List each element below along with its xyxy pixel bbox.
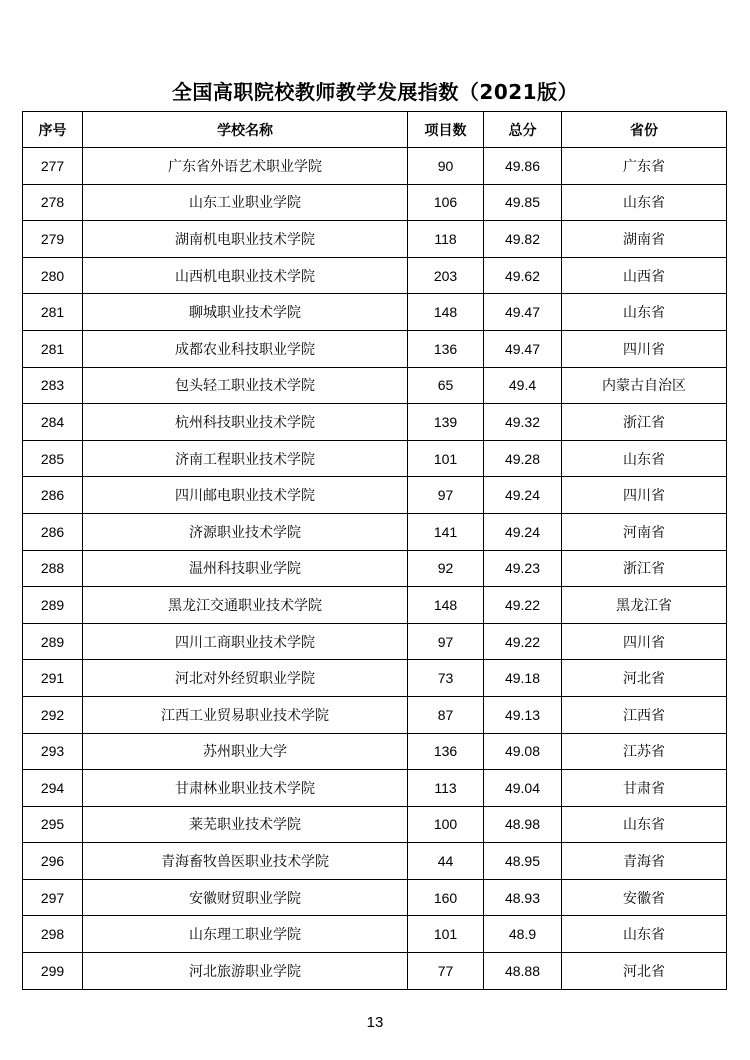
province-cell: 湖南省 bbox=[562, 221, 727, 258]
school-cell: 安徽财贸职业学院 bbox=[83, 879, 408, 916]
score-cell: 48.98 bbox=[484, 806, 562, 843]
rank-cell: 286 bbox=[23, 477, 83, 514]
school-cell: 山西机电职业技术学院 bbox=[83, 257, 408, 294]
project-count-cell: 141 bbox=[408, 513, 484, 550]
province-cell: 河北省 bbox=[562, 660, 727, 697]
project-count-cell: 90 bbox=[408, 148, 484, 185]
score-cell: 49.22 bbox=[484, 623, 562, 660]
table-row bbox=[23, 879, 727, 916]
school-cell: 莱芜职业技术学院 bbox=[83, 806, 408, 843]
table-row bbox=[23, 513, 727, 550]
province-cell: 山西省 bbox=[562, 257, 727, 294]
ranking-table bbox=[22, 111, 727, 990]
province-cell: 河南省 bbox=[562, 513, 727, 550]
rank-cell: 296 bbox=[23, 843, 83, 880]
school-cell: 济南工程职业技术学院 bbox=[83, 440, 408, 477]
project-count-cell: 65 bbox=[408, 367, 484, 404]
project-count-cell: 160 bbox=[408, 879, 484, 916]
school-cell: 济源职业技术学院 bbox=[83, 513, 408, 550]
province-cell: 山东省 bbox=[562, 916, 727, 953]
school-cell: 河北旅游职业学院 bbox=[83, 953, 408, 990]
header-rank: 序号 bbox=[23, 112, 83, 148]
rank-cell: 294 bbox=[23, 770, 83, 807]
score-cell: 49.24 bbox=[484, 513, 562, 550]
table-row bbox=[23, 623, 727, 660]
rank-cell: 279 bbox=[23, 221, 83, 258]
rank-cell: 288 bbox=[23, 550, 83, 587]
school-cell: 成都农业科技职业学院 bbox=[83, 330, 408, 367]
project-count-cell: 100 bbox=[408, 806, 484, 843]
score-cell: 49.04 bbox=[484, 770, 562, 807]
rank-cell: 289 bbox=[23, 623, 83, 660]
province-cell: 江西省 bbox=[562, 696, 727, 733]
table-row bbox=[23, 148, 727, 185]
score-cell: 49.22 bbox=[484, 587, 562, 624]
rank-cell: 299 bbox=[23, 953, 83, 990]
school-cell: 山东工业职业学院 bbox=[83, 184, 408, 221]
province-cell: 山东省 bbox=[562, 184, 727, 221]
project-count-cell: 118 bbox=[408, 221, 484, 258]
table-row bbox=[23, 660, 727, 697]
project-count-cell: 136 bbox=[408, 733, 484, 770]
score-cell: 48.93 bbox=[484, 879, 562, 916]
project-count-cell: 136 bbox=[408, 330, 484, 367]
project-count-cell: 148 bbox=[408, 294, 484, 331]
score-cell: 49.86 bbox=[484, 148, 562, 185]
rank-cell: 286 bbox=[23, 513, 83, 550]
province-cell: 四川省 bbox=[562, 623, 727, 660]
school-cell: 聊城职业技术学院 bbox=[83, 294, 408, 331]
school-cell: 包头轻工职业技术学院 bbox=[83, 367, 408, 404]
table-row bbox=[23, 843, 727, 880]
score-cell: 49.13 bbox=[484, 696, 562, 733]
table-row bbox=[23, 221, 727, 258]
school-cell: 湖南机电职业技术学院 bbox=[83, 221, 408, 258]
rank-cell: 295 bbox=[23, 806, 83, 843]
school-cell: 杭州科技职业技术学院 bbox=[83, 404, 408, 441]
province-cell: 黑龙江省 bbox=[562, 587, 727, 624]
table-row bbox=[23, 257, 727, 294]
project-count-cell: 101 bbox=[408, 440, 484, 477]
project-count-cell: 139 bbox=[408, 404, 484, 441]
province-cell: 内蒙古自治区 bbox=[562, 367, 727, 404]
score-cell: 49.08 bbox=[484, 733, 562, 770]
table-row bbox=[23, 330, 727, 367]
score-cell: 48.9 bbox=[484, 916, 562, 953]
province-cell: 青海省 bbox=[562, 843, 727, 880]
rank-cell: 280 bbox=[23, 257, 83, 294]
rank-cell: 291 bbox=[23, 660, 83, 697]
table-row bbox=[23, 440, 727, 477]
project-count-cell: 87 bbox=[408, 696, 484, 733]
school-cell: 黑龙江交通职业技术学院 bbox=[83, 587, 408, 624]
project-count-cell: 106 bbox=[408, 184, 484, 221]
header-school-name: 学校名称 bbox=[83, 112, 408, 148]
school-cell: 青海畜牧兽医职业技术学院 bbox=[83, 843, 408, 880]
rank-cell: 284 bbox=[23, 404, 83, 441]
province-cell: 四川省 bbox=[562, 477, 727, 514]
page-number: 13 bbox=[366, 1014, 384, 1031]
province-cell: 江苏省 bbox=[562, 733, 727, 770]
province-cell: 广东省 bbox=[562, 148, 727, 185]
province-cell: 山东省 bbox=[562, 806, 727, 843]
school-cell: 甘肃林业职业技术学院 bbox=[83, 770, 408, 807]
rank-cell: 283 bbox=[23, 367, 83, 404]
rank-cell: 281 bbox=[23, 330, 83, 367]
table-row bbox=[23, 953, 727, 990]
header-province: 省份 bbox=[562, 112, 727, 148]
project-count-cell: 44 bbox=[408, 843, 484, 880]
school-cell: 广东省外语艺术职业学院 bbox=[83, 148, 408, 185]
table-body bbox=[23, 148, 727, 990]
project-count-cell: 73 bbox=[408, 660, 484, 697]
province-cell: 山东省 bbox=[562, 294, 727, 331]
score-cell: 49.28 bbox=[484, 440, 562, 477]
score-cell: 49.18 bbox=[484, 660, 562, 697]
province-cell: 浙江省 bbox=[562, 404, 727, 441]
project-count-cell: 97 bbox=[408, 477, 484, 514]
rank-cell: 278 bbox=[23, 184, 83, 221]
table-row bbox=[23, 916, 727, 953]
school-cell: 苏州职业大学 bbox=[83, 733, 408, 770]
project-count-cell: 101 bbox=[408, 916, 484, 953]
table-row bbox=[23, 806, 727, 843]
table-row bbox=[23, 367, 727, 404]
header-total-score: 总分 bbox=[484, 112, 562, 148]
score-cell: 49.47 bbox=[484, 330, 562, 367]
province-cell: 河北省 bbox=[562, 953, 727, 990]
score-cell: 49.62 bbox=[484, 257, 562, 294]
rank-cell: 281 bbox=[23, 294, 83, 331]
project-count-cell: 203 bbox=[408, 257, 484, 294]
score-cell: 48.88 bbox=[484, 953, 562, 990]
school-cell: 河北对外经贸职业学院 bbox=[83, 660, 408, 697]
province-cell: 安徽省 bbox=[562, 879, 727, 916]
rank-cell: 297 bbox=[23, 879, 83, 916]
table-row bbox=[23, 696, 727, 733]
page-title: 全国高职院校教师教学发展指数（2021版） bbox=[171, 80, 579, 104]
table-row bbox=[23, 733, 727, 770]
province-cell: 浙江省 bbox=[562, 550, 727, 587]
project-count-cell: 97 bbox=[408, 623, 484, 660]
header-project-count: 项目数 bbox=[408, 112, 484, 148]
rank-cell: 298 bbox=[23, 916, 83, 953]
score-cell: 49.47 bbox=[484, 294, 562, 331]
province-cell: 四川省 bbox=[562, 330, 727, 367]
table-row bbox=[23, 184, 727, 221]
school-cell: 温州科技职业学院 bbox=[83, 550, 408, 587]
rank-cell: 277 bbox=[23, 148, 83, 185]
table-row bbox=[23, 477, 727, 514]
table-row bbox=[23, 770, 727, 807]
province-cell: 甘肃省 bbox=[562, 770, 727, 807]
score-cell: 49.4 bbox=[484, 367, 562, 404]
school-cell: 江西工业贸易职业技术学院 bbox=[83, 696, 408, 733]
score-cell: 49.82 bbox=[484, 221, 562, 258]
school-cell: 山东理工职业学院 bbox=[83, 916, 408, 953]
score-cell: 49.85 bbox=[484, 184, 562, 221]
table-row bbox=[23, 294, 727, 331]
project-count-cell: 148 bbox=[408, 587, 484, 624]
rank-cell: 293 bbox=[23, 733, 83, 770]
score-cell: 48.95 bbox=[484, 843, 562, 880]
school-cell: 四川邮电职业技术学院 bbox=[83, 477, 408, 514]
project-count-cell: 92 bbox=[408, 550, 484, 587]
score-cell: 49.23 bbox=[484, 550, 562, 587]
project-count-cell: 113 bbox=[408, 770, 484, 807]
table-header-row bbox=[23, 112, 727, 148]
rank-cell: 292 bbox=[23, 696, 83, 733]
score-cell: 49.24 bbox=[484, 477, 562, 514]
project-count-cell: 77 bbox=[408, 953, 484, 990]
score-cell: 49.32 bbox=[484, 404, 562, 441]
table-row bbox=[23, 550, 727, 587]
school-cell: 四川工商职业技术学院 bbox=[83, 623, 408, 660]
rank-cell: 285 bbox=[23, 440, 83, 477]
rank-cell: 289 bbox=[23, 587, 83, 624]
table-row bbox=[23, 587, 727, 624]
province-cell: 山东省 bbox=[562, 440, 727, 477]
table-row bbox=[23, 404, 727, 441]
